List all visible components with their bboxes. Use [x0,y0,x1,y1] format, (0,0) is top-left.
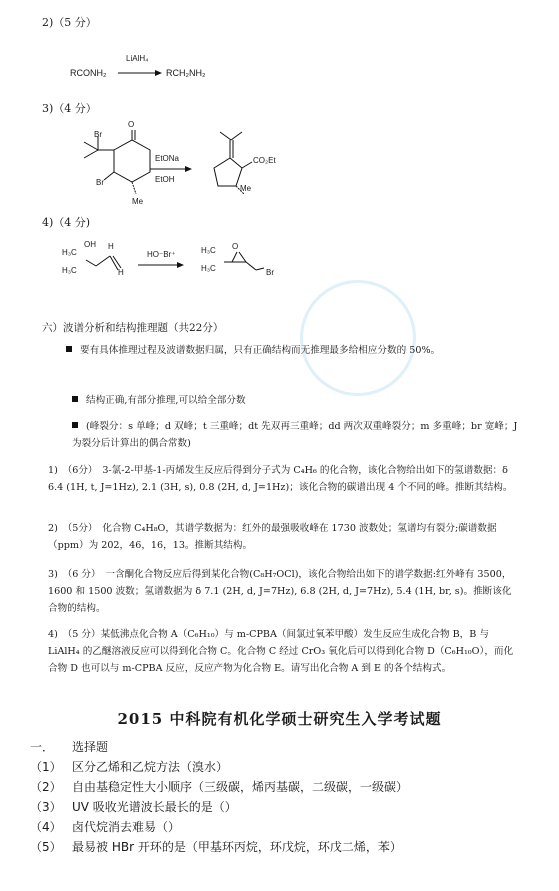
exam2015-title: 2015 中科院有机化学硕士研究生入学考试题 [117,710,442,728]
rxn3-label: 3)（4 分） [42,102,97,115]
section6-problem-4: 4) （5 分）某低沸点化合物 A（C₆H₁₀）与 m-CPBA（间氯过氧苯甲酸）发生反应生成化合物 B，B 与 LiAlH₄ 的乙醚溶液反应可以得到化合物 C。化合物 C 经过 CrO₃ 氧化后可以得到化合物 D（C₆H₁₀O），而化合物 D 也可以与 m-CPBA 反应，反应产物为化合物 E。请写出化合物 A 到 E 的各个结构式。 [48,629,514,674]
rxn3-br-top: Br [94,130,102,139]
rxn3-arrow [150,164,196,174]
rxn2-product: RCH₂NH₂ [166,68,206,78]
mc-item-2: （2） 自由基稳定性大小顺序（三级碳，烯丙基碳，二级碳，一级碳） [30,780,409,794]
mc-item-4: （4） 卤代烷消去难易（） [30,820,181,834]
exam2015-section1 [30,738,108,755]
rxn4-oh: OH [84,240,96,249]
rxn4-label: 4)（4 分) [42,216,91,229]
mc-item-1: （1） 区分乙烯和乙烷方法（溴水） [30,760,229,774]
rxn4-h3c-a: H₃C [62,248,77,257]
section6-bullet-1: 要有具体推理过程及波谱数据归属，只有正确结构而无推理最多给相应分数的 50%。 [66,342,516,359]
rxn3-co2et: CO₂Et [253,156,276,165]
rxn3-reactant-structure [70,128,160,206]
rxn3-me-right: Me [240,184,252,193]
section6-problem-3: 3) （6 分） 一含酮化合物反应后得到某化合物(C₈H₇OCl)，该化合物给出如下的谱学数据:红外峰有 3500，1600 和 1500 波数；氢谱数据为 δ 7.1 (2H, d, J=7Hz), 6.8 (2H, d, J=7Hz), 5.4 (1H, br, s)。推断该化合物的结构。 [48,569,512,614]
rxn3-oxygen: O [128,120,135,129]
rxn4-reagent: HO⁻Br⁺ [147,250,176,259]
bullet-square-icon [66,346,72,352]
rxn4-product-bonds [220,248,270,276]
mc-item-5: （5） 最易被 HBr 开环的是（甲基环丙烷，环戊烷，环戊二烯，苯） [30,840,402,854]
rxn2-reagent: LiAlH₄ [126,54,149,63]
rxn4-product-oxygen: O [232,242,239,251]
section6-bullet-2: 结构正确,有部分推理,可以给全部分数 [72,392,512,409]
rxn4-h3c-b: H₃C [62,266,77,275]
section6-problem-2: 2) （5分） 化合物 C₄H₈O，其谱学数据为：红外的最强吸收峰在 1730 波数处；氢谱均有裂分;碳谱数据（ppm）为 202，46，16，13。推断其结构。 [48,523,497,551]
mc-item-3: （3） UV 吸收光谱波长最长的是（） [30,800,237,814]
section6-problem-1: 1) （6分） 3-氯-2-甲基-1-丙烯发生反应后得到分子式为 C₄H₆ 的化合物，该化合物给出如下的氢谱数据：δ 6.4 (1H, t, J=1Hz), 2.1 (3H, s), 0.8 (2H, d, J=1Hz)；该化合物的碳谱出现 4 个不同的峰。推断其结构。 [48,465,513,493]
section6-title: 六）波谱分析和结构推理题（共22分） [42,322,224,334]
bullet-square-icon [72,422,78,428]
rxn2-label: 2)（5 分） [42,16,97,29]
rxn3-me-left: Me [132,197,144,206]
rxn4-reactant-bonds [80,248,126,276]
section6-bullet-3: (峰裂分：s 单峰；d 双峰；t 三重峰；dt 先双再三重峰；dd 两次双重峰裂分；m 多重峰；br 宽峰；J 为裂分后计算出的偶合常数) [72,421,518,449]
rxn3-reagent-top: EtONa [155,154,180,163]
rxn4-h-top: H [108,242,114,251]
rxn4-product-h3c-b: H₃C [201,264,216,273]
section1-number: 一． [30,740,55,754]
bullet-square-icon [72,396,78,402]
rxn2-arrow [118,68,164,78]
rxn4-product-br: Br [266,268,274,277]
rxn2-reactant: RCONH₂ [70,68,107,78]
rxn4-arrow [138,260,190,270]
rxn3-br-bottom: Br [96,178,104,187]
rxn3-reagent-bottom: EtOH [155,175,175,184]
rxn4-h-bottom: H [118,268,124,277]
section1-label: 选择题 [72,740,109,754]
watermark-seal [284,264,433,413]
rxn4-product-h3c-a: H₃C [201,246,216,255]
